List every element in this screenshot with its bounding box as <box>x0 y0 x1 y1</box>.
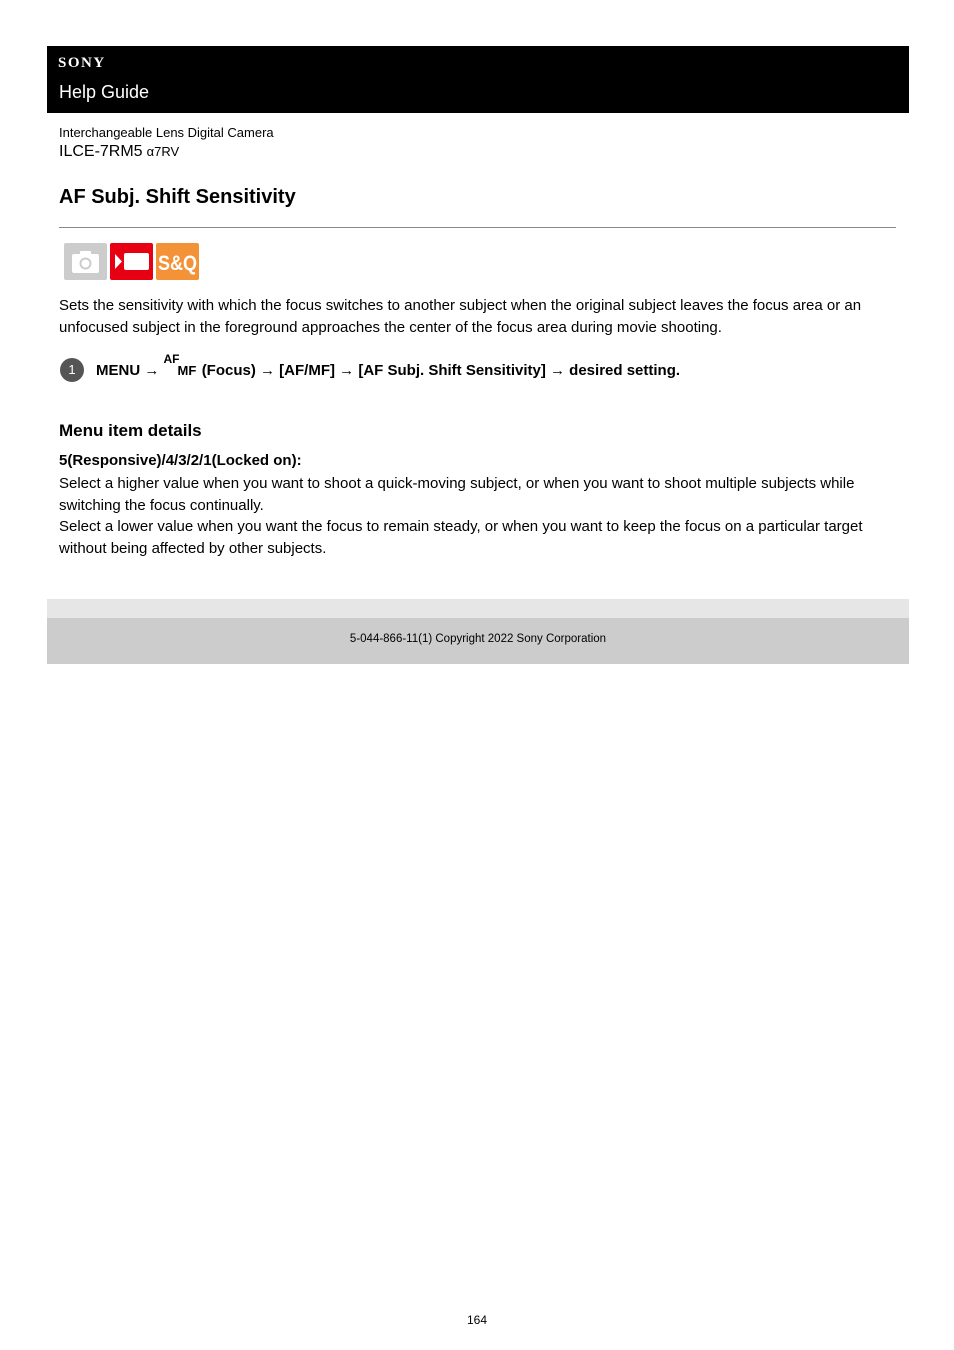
step-instruction <box>96 352 681 379</box>
page-title: AF Subj. Shift Sensitivity <box>59 186 296 208</box>
menu-item-details-heading: Menu item details <box>59 421 202 440</box>
model-alt-name: α7RV <box>146 144 180 159</box>
page-footer <box>47 618 909 664</box>
step-number-badge: 1 <box>60 358 84 382</box>
page-number: 164 <box>466 1313 488 1327</box>
product-type: Interchangeable Lens Digital Camera <box>59 125 274 140</box>
menu-item-label: 5(Responsive)/4/3/2/1(Locked on): <box>59 452 302 469</box>
slow-quick-mode-icon <box>156 243 199 280</box>
model-name: ILCE-7RM5 <box>59 143 143 160</box>
focus-af-mf-icon: AF MF <box>163 352 197 378</box>
description: Sets the sensitivity with which the focus switches to another subject when the original subject leaves the focus area or an unfocused subject in the foreground approaches the center of the focus area during movie shooting. <box>59 297 862 336</box>
step-menu: MENU → <box>96 362 160 379</box>
title-divider <box>59 227 896 228</box>
still-photo-mode-icon <box>64 243 107 280</box>
step-menu-path: (Focus) → [AF/MF] → [AF Subj. Shift Sensitivity] → desired setting. <box>201 362 681 379</box>
slow-quick-icon-text: S&Q <box>158 252 197 275</box>
footer-band <box>47 599 909 618</box>
sony-logo: SONY <box>58 55 106 71</box>
page-header <box>47 46 909 113</box>
help-guide-title: Help Guide <box>59 82 150 102</box>
menu-step <box>60 352 900 384</box>
menu-item-paragraph-lower: Select a lower value when you want the focus to remain steady, or when you want to keep the focus on a particular target without being affected by other subjects. <box>59 518 863 557</box>
copyright: 5-044-866-11(1) Copyright 2022 Sony Corporation <box>349 633 607 645</box>
shooting-mode-icons <box>64 243 199 280</box>
model-row <box>59 143 179 161</box>
menu-item-paragraph-higher: Select a higher value when you want to shoot a quick-moving subject, or when you want to shoot multiple subjects while switching the focus continually. <box>59 475 855 514</box>
movie-mode-icon <box>110 243 153 280</box>
